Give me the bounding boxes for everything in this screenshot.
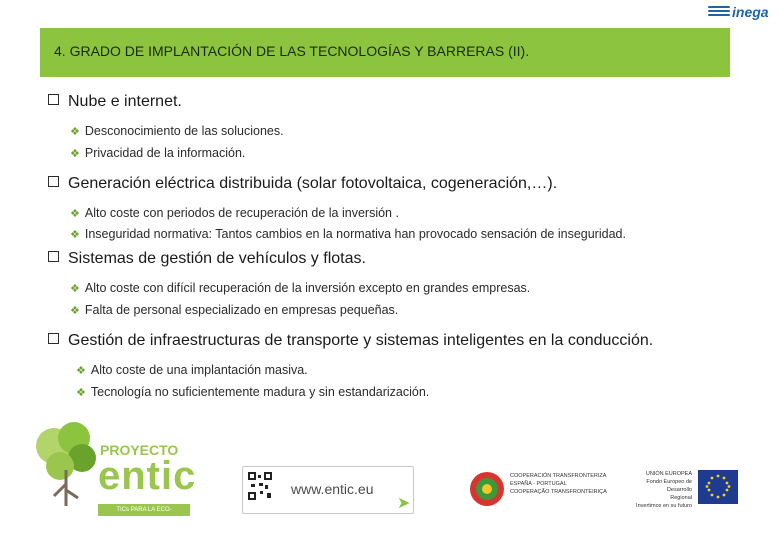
diamond-bullet-icon: ❖ xyxy=(70,283,80,295)
eu-feder-logo: UNIÓN EUROPEA Fondo Europeo de Desarrollo Regional Invertimos en su futuro xyxy=(622,468,742,508)
inega-logo xyxy=(708,4,774,24)
section-heading: Gestión de infraestructuras de transporte y sistemas inteligentes en la conducción. xyxy=(48,332,653,350)
list-item: ❖ Inseguridad normativa: Tantos cambios en la normativa han provocado sensación de inseguridad. xyxy=(70,227,626,241)
list-item: ❖ Falta de personal especializado en empresas pequeñas. xyxy=(70,303,399,317)
entic-tree-icon xyxy=(32,418,102,518)
diamond-bullet-icon: ❖ xyxy=(76,365,86,377)
diamond-bullet-icon: ❖ xyxy=(70,229,80,241)
list-item: ❖ Desconocimiento de las soluciones. xyxy=(70,124,284,138)
diamond-bullet-icon: ❖ xyxy=(70,148,80,160)
poctep-logo: COOPERACIÓN TRANSFRONTERIZA ESPAÑA - PORTUGAL COOPERAÇÃO TRANSFRONTEIRIÇA xyxy=(470,470,590,508)
section-heading: Sistemas de gestión de vehículos y flotas. xyxy=(48,250,366,268)
list-item: ❖ Alto coste con difícil recuperación de la inversión excepto en grandes empresas. xyxy=(70,281,531,295)
checkbox-bullet-icon xyxy=(48,94,59,105)
entic-slogan: TICs PARA LA ECO-COMPETITIVIDADE xyxy=(98,504,190,516)
poctep-emblem-icon xyxy=(470,472,504,506)
page-title: 4. GRADO DE IMPLANTACIÓN DE LAS TECNOLOGÍAS Y BARRERAS (II). xyxy=(54,43,530,59)
checkbox-bullet-icon xyxy=(48,176,59,187)
diamond-bullet-icon: ❖ xyxy=(70,126,80,138)
title-banner xyxy=(40,28,730,77)
entic-project-label: PROYECTO xyxy=(100,442,179,458)
list-item: ❖ Alto coste con periodos de recuperación de la inversión . xyxy=(70,206,399,220)
list-item: ❖ Privacidad de la información. xyxy=(70,146,246,160)
pointer-cursor-icon: ➤ xyxy=(397,495,411,512)
section-heading: Nube e internet. xyxy=(48,93,182,111)
eu-flag-icon xyxy=(698,470,738,504)
list-item: ❖ Tecnología no suficientemente madura y sin estandarización. xyxy=(76,385,430,399)
list-item: ❖ Alto coste de una implantación masiva. xyxy=(76,363,308,377)
diamond-bullet-icon: ❖ xyxy=(70,208,80,220)
inega-wordmark: inega xyxy=(732,4,769,20)
url-banner[interactable] xyxy=(242,466,414,514)
qr-code-icon xyxy=(247,471,273,501)
inega-stripes-icon xyxy=(708,6,730,20)
checkbox-bullet-icon xyxy=(48,333,59,344)
diamond-bullet-icon: ❖ xyxy=(70,305,80,317)
section-heading: Generación eléctrica distribuida (solar fotovoltaica, cogeneración,…). xyxy=(48,175,557,193)
checkbox-bullet-icon xyxy=(48,251,59,262)
footer-logos xyxy=(0,410,780,540)
website-link[interactable]: www.entic.eu xyxy=(291,481,374,497)
diamond-bullet-icon: ❖ xyxy=(76,387,86,399)
entic-wordmark: entic xyxy=(98,454,197,498)
